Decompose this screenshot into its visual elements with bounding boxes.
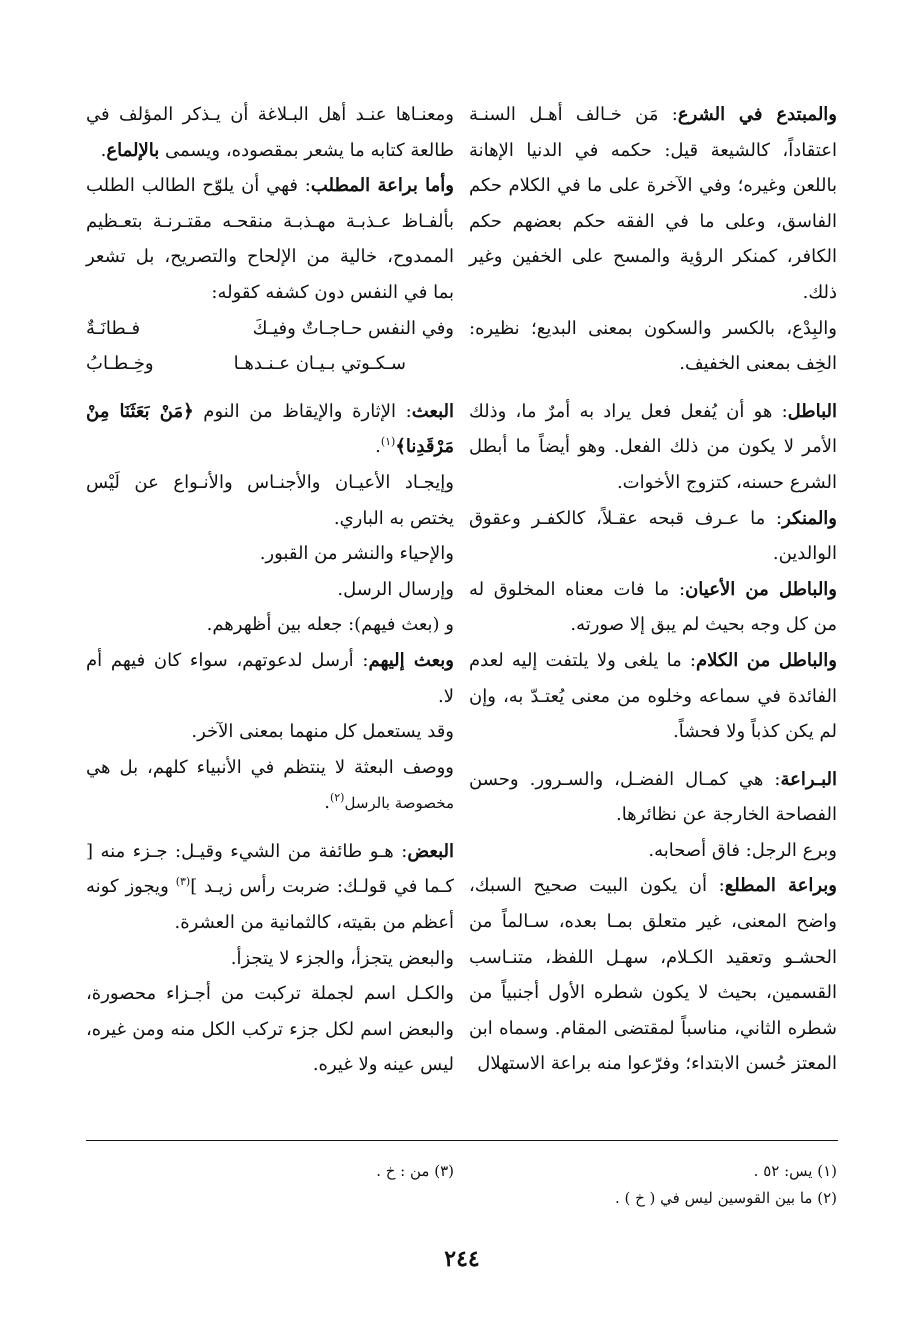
term-bath-ilayhim: وبعث إليهم <box>368 649 454 671</box>
term-ilma: بالإلماع <box>106 139 160 161</box>
paragraph-bath: البعث: الإثارة والإيقاظ من النوم ﴿مَنْ بَعَثَنَا مِنْ مَرْقَدِنا﴾$^{(١)}$. <box>86 400 454 458</box>
footnote-1: (١) يس: ٥٢ . <box>753 1162 837 1180</box>
paragraph-bath-fihim: و (بعث فيهم): جعله بين أظهرهم. <box>206 614 454 636</box>
paragraph-ihya: والإحياء والنشر من القبور. <box>259 543 454 565</box>
quran-quote: ﴿مَنْ بَعَثَنَا مِنْ مَرْقَدِنا﴾ <box>86 400 454 458</box>
term-baraat-matla: وبراعة المطلع <box>724 875 837 897</box>
term-bath: البعث <box>411 400 454 422</box>
paragraph-batil-ayan: والباطل من الأعيان: ما فات معناه المخلوق له من كل وجه بحيث لم يبق إلا صورته. <box>469 578 838 636</box>
term-batil: الباطل <box>787 400 837 422</box>
term-batil-kalam: والباطل من الكلام <box>695 649 837 671</box>
paragraph-maanaha: ومعنـاها عنـد أهل البـلاغة أن يـذكر المؤلف في طالعة كتابه ما يشعر بمقصوده، ويسمى بالإلماع. <box>86 104 454 161</box>
paragraph-kull: والكـل اسم لجملة تركبت من أجـزاء محصورة، والبعض اسم لكل جزء تركب الكل منه ومن غيره، ليس عينه ولا غيره. <box>86 983 454 1076</box>
footnote-ref-2: (٢) <box>329 791 345 805</box>
paragraph-bad-yatajazza: والبعض يتجزأ، والجزء لا يتجزأ. <box>230 947 454 969</box>
term-munkar: والمنكر <box>782 507 837 529</box>
paragraph-baraat-matla: وبراعة المطلع: أن يكون البيت صحيح السبك، واضح المعنى، غير متعلق بمـا بعده، سـالماً من الحشـو وتعقيد الكـلام، سهـل اللفظ، متنـاسب القسمين، بحيث لا يكون شطره الأول أجنبياً من شطره الثاني، مناسباً لمقتضى المقام. وسماه ابن المعتز حُسن الابتداء؛ وفرّعوا منه براعة الاستهلال <box>469 875 837 1075</box>
term-mubtadi: والمبتدع في الشرع <box>677 104 838 125</box>
paragraph-irsal: وإرسال الرسل. <box>337 578 454 600</box>
paragraph-batil: الباطل: هو أن يُفعل فعل يراد به أمرٌ ما، وذلك الأمر لا يكون من ذلك الفعل. وهو أيضاً ما أبطل الشرع حسنه، كتزوج الأخوات. <box>469 400 837 493</box>
term-batil-ayan: والباطل من الأعيان <box>685 578 838 600</box>
paragraph-batil-kalam: والباطل من الكلام: ما يلغى ولا يلتفت إليه لعدم الفائدة في سماعه وخلوه من معنى يُعتـدّ به، وإن لم يكن كذباً ولا فحشاً. <box>469 649 837 743</box>
term-baraat-matlab: وأما براعة المطلب <box>310 175 454 197</box>
footnote-2: (٢) ما بين القوسين ليس في ( خ ) . <box>614 1189 837 1207</box>
paragraph-baraat-matlab: وأما براعة المطلب: فهي أن يلوّح الطالب الطلب بألفـاظ عـذبـة مهـذبـة منقحـه مقتـرنـة بتعـظيم الممدوح، خالية من الإلحاح والتصريح، بل تشعر بما في النفس دون كشفه كقوله: <box>86 175 454 303</box>
paragraph-mubtadi: والمبتدع في الشرع: مَن خـالف أهـل السنـة اعتقاداً، كالشيعة قيل: حكمه في الدنيا الإهانة باللعن وغيره؛ وفي الآخرة على ما في الكلام حكم الفاسق، وعلى ما في الفقه حكم بعضهم حكم الكافر، كمنكر الرؤية والمسح على الخفين وغير ذلك. <box>469 104 838 303</box>
footnote-3: (٣) من : خ . <box>376 1162 454 1180</box>
verse-line-2: سـكـوتي بـيـان عـنـدهـا وخِـطـابُ <box>86 353 406 375</box>
paragraph-baraa: البـراعة: هي كمـال الفضـل، والسـرور. وحسن الفصاحة الخارجة عن نظائرها. <box>469 768 837 826</box>
footnote-ref-1: (١) <box>380 435 396 449</box>
paragraph-bara-rajul: وبرع الرجل: فاق أصحابه. <box>648 839 837 861</box>
footnote-divider <box>86 1140 838 1141</box>
page-number: ٢٤٤ <box>444 1246 480 1272</box>
paragraph-bad: البعض: هـو طائفة من الشيء وقيـل: جـزء منه [ كـما في قولـك: ضربت رأس زيـد ]$^{(٣)}$ ويجوز كونه أعظم من بقيته، كالثمانية من العشرة. <box>86 840 454 934</box>
footnote-ref-3: (٣) <box>175 875 191 889</box>
paragraph-yustamal: وقد يستعمل كل منهما بمعنى الآخر. <box>191 721 454 743</box>
right-column <box>469 97 837 1082</box>
verse-line-1: وفي النفس حـاجـاتٌ وفيـكَ فـطانَـةٌ <box>86 317 454 339</box>
paragraph-munkar: والمنكر: ما عـرف قبحه عقـلاً، كالكفـر وعقوق الوالدين. <box>469 507 837 565</box>
paragraph-bath-ilayhim: وبعث إليهم: أرسل لدعوتهم، سواء كان فيهم أم لا. <box>86 649 454 707</box>
paragraph-bid: والبِدْع، بالكسر والسكون بمعنى البديع؛ نظيره: الخِف بمعنى الخفيف. <box>469 317 837 375</box>
paragraph-ijad: وإيجـاد الأعيـان والأجنـاس والأنـواع عن لَيْس يختص به الباري. <box>86 471 454 529</box>
term-baraa: البـراعة <box>780 768 837 790</box>
left-column <box>86 97 454 1083</box>
footnotes-right <box>469 1158 837 1212</box>
footnotes-left <box>86 1158 454 1185</box>
paragraph-wasf-bitha: ووصف البعثة لا ينتظم في الأنبياء كلهم، بل هي مخصوصة بالرسل$^{(٢)}$. <box>86 756 454 814</box>
term-bad: البعض <box>407 840 454 862</box>
